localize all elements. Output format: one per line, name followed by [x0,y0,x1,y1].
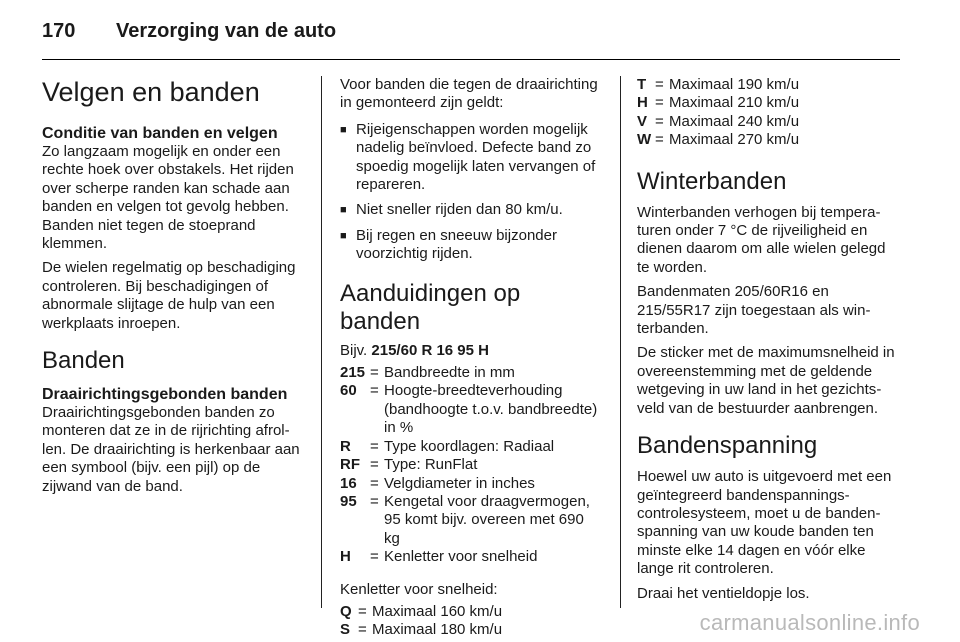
definition-row [340,493,602,548]
page-number: 170 [42,20,76,42]
speed-rating-row [340,603,602,621]
definition-description: Bandbreedte in mm [384,364,515,382]
heading-aanduidingen: Aanduidingen op banden [340,279,521,335]
paragraph-winter-1: Winterbanden verhogen bij temperaturen onder 7 °C de rijveiligheid en dienen daarom om alle wielen gelegd te worden. [637,203,886,276]
definition-equals: = [370,382,379,400]
definition-term: 16 [340,474,357,492]
watermark: carmanualsonline.info [699,610,920,635]
paragraph-conditie-1: Zo langzaam mogelijk en onder een rechte hoek over obstakels. Het rijden over scherpe randen kan schade aan banden en velgen tot gevolg hebben. Banden niet tegen de stoeprand klemmen. [42,143,294,253]
list-item: ■ Bij regen en sneeuw bijzonder voorzichtig rijden. [340,227,602,264]
definition-description: Hoogte-breedteverhouding (bandhoogte t.o.v. bandbreedte) in % [384,382,598,437]
definition-equals: = [370,437,379,455]
column-divider-1 [321,76,322,608]
definition-row [340,456,602,474]
paragraph-kenletter-intro: Kenletter voor snelheid: [340,580,498,598]
tyre-code-example [340,342,602,360]
bullet-list [340,121,602,264]
definition-term: 215 [340,364,366,382]
speed-letter: W [637,131,652,149]
speed-value: Maximaal 240 km/u [669,112,800,130]
paragraph-conditie-2: De wielen regelmatig op beschadiging controleren. Bij beschadigingen of abnormale slijtage de hulp van een werkplaats inroepen. [42,259,296,332]
paragraph-draairichting: Draairichtingsgebonden banden zo monteren dat ze in de rijrichting afrollen. De draairichting is herkenbaar aan een symbool (bijv. een pijl) op de zijwand van de band. [42,404,300,495]
paragraph-spanning-2: Draai het ventieldopje los. [637,584,810,602]
speed-equals: = [655,76,664,93]
definition-equals: = [370,364,379,382]
list-item: ■ Niet sneller rijden dan 80 km/u. [340,201,602,219]
speed-equals: = [655,94,664,112]
speed-equals: = [358,621,367,639]
heading-banden: Banden [42,347,125,375]
speed-rating-list-continued [637,76,901,150]
heading-draairichting: Draairichtingsgebonden banden [42,386,288,404]
header-rule [42,59,900,60]
speed-letter: Q [340,602,352,620]
speed-rating-list [340,603,602,640]
definition-description: Velgdiameter in inches [384,474,535,492]
paragraph-winter-2: Bandenmaten 205/60R16 en 215/55R17 zijn toegestaan als winterbanden. [637,283,871,338]
definition-row [340,364,602,382]
speed-value: Maximaal 210 km/u [669,94,800,112]
column-3 [637,76,901,609]
definition-equals: = [370,474,379,492]
definition-description: Type koordlagen: Radiaal [384,437,555,455]
speed-equals: = [655,131,664,149]
definition-row [340,438,602,456]
speed-letter: H [637,94,648,112]
speed-value: Maximaal 270 km/u [669,131,800,149]
example-prefix: Bijv. [340,341,368,359]
definition-term: 95 [340,492,357,510]
paragraph-intro-draairichting: Voor banden die tegen de draairichting in gemonteerd zijn geldt: [340,76,598,112]
speed-equals: = [358,602,367,620]
definition-equals: = [370,492,379,510]
definition-term: R [340,437,351,455]
speed-rating-row [637,94,901,112]
definition-term: 60 [340,382,357,400]
speed-letter: V [637,112,648,130]
paragraph-winter-3: De sticker met de maximumsnelheid in overeenstemming met de geldende wetgeving in uw land in het gezichtsveld van de bestuurder aanbrengen. [637,344,895,417]
example-code: 215/60 R 16 95 H [371,341,489,359]
definition-term: RF [340,456,360,474]
paragraph-spanning-1: Hoewel uw auto is uitgevoerd met een geïntegreerd bandenspanningscontrolesysteem, moet u de bandenspanning van uw koude banden ten minste elke 14 dagen en vóór elke lange rit controleren. [637,468,892,578]
definition-row [340,382,602,437]
heading-bandenspanning: Bandenspanning [637,432,818,460]
column-2 [340,76,602,642]
definition-row [340,475,602,493]
speed-equals: = [655,112,664,130]
column-1 [42,76,304,502]
speed-value: Maximaal 180 km/u [372,621,503,639]
speed-rating-row [637,76,901,94]
speed-rating-row [340,621,602,639]
column-divider-2 [620,76,621,608]
definition-description: Kenletter voor snelheid [384,548,538,566]
chapter-title: Verzorging van de auto [116,20,337,42]
definition-term: H [340,548,351,566]
speed-rating-row [637,113,901,131]
speed-value: Maximaal 190 km/u [669,76,800,93]
speed-letter: S [340,621,351,639]
section-title-velgen-en-banden: Velgen en banden [42,77,260,107]
tyre-code-definitions [340,364,602,566]
speed-value: Maximaal 160 km/u [372,602,503,620]
definition-description: Kengetal voor draagvermogen, 95 komt bijv. overeen met 690 kg [384,492,590,547]
heading-winterbanden: Winterbanden [637,167,787,195]
heading-conditie: Conditie van banden en velgen [42,125,278,142]
definition-description: Type: RunFlat [384,456,478,474]
definition-row [340,548,602,566]
speed-rating-row [637,131,901,149]
list-item: ■ Rijeigenschappen worden mogelijk nadelig beïnvloed. Defecte band zo spoedig mogelijk laten vervangen of repareren. [340,121,602,195]
definition-equals: = [370,548,379,566]
definition-equals: = [370,456,379,474]
page-header [42,14,918,58]
speed-letter: T [637,76,647,93]
